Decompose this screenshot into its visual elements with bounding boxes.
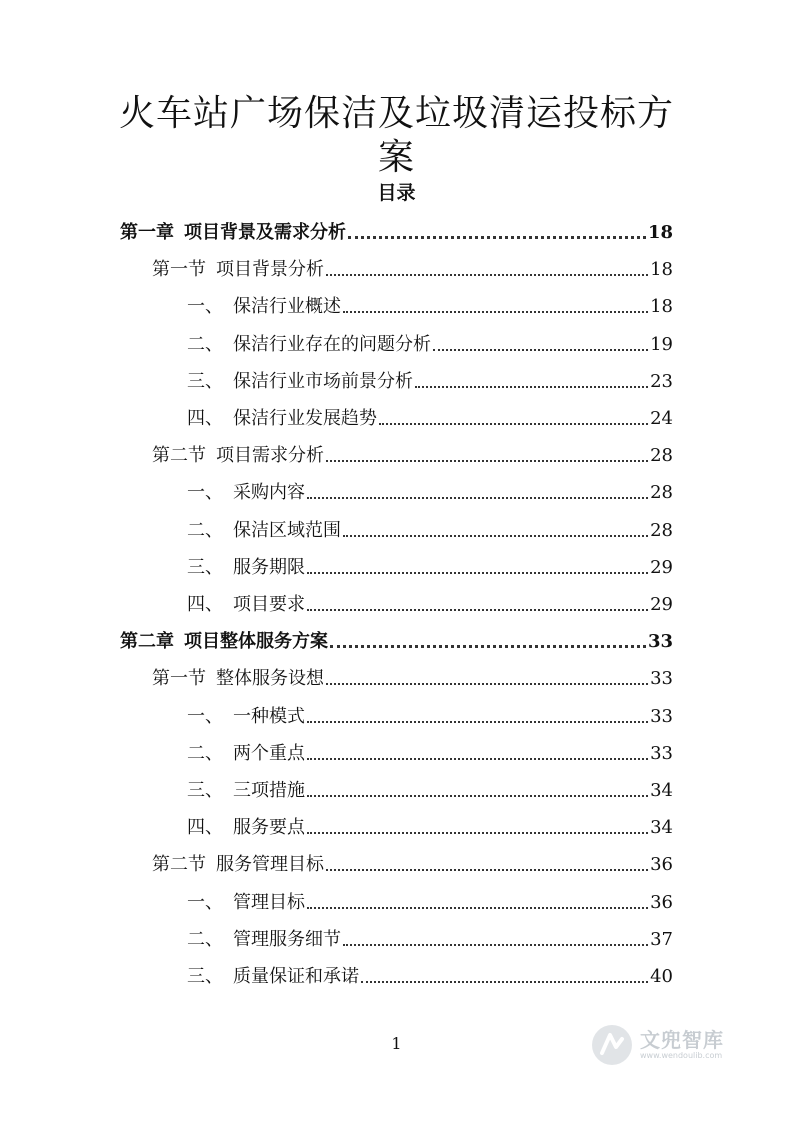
toc-entry-label [152, 259, 324, 281]
toc-entry-number: 三、 [187, 556, 223, 578]
toc-entry-title: 服务期限 [233, 556, 305, 578]
toc-entry-number: 三、 [187, 370, 223, 392]
toc-entry-label [187, 929, 341, 951]
toc-entry-number: 四、 [187, 817, 223, 839]
toc-entry-number: 第一章 [120, 222, 174, 243]
toc-leader-dots [343, 311, 648, 313]
toc-entry-title: 整体服务设想 [216, 668, 324, 690]
toc-entry-label [187, 780, 305, 802]
toc-leader-dots [326, 274, 648, 276]
toc-heading: 目录 [377, 182, 416, 204]
toc-leader-dots [415, 386, 648, 388]
toc-entry-number: 第一节 [152, 259, 206, 281]
toc-leader-dots [326, 683, 648, 685]
toc-entry-title: 管理目标 [233, 891, 305, 913]
toc-entry[interactable] [187, 702, 673, 728]
toc-entry-label [187, 557, 305, 579]
toc-entry-number: 第二章 [120, 631, 174, 653]
toc-entry-title: 管理服务细节 [233, 928, 341, 950]
toc-entry-number: 四、 [187, 594, 223, 615]
toc-entry[interactable] [187, 516, 673, 542]
toc-entry-number: 一、 [187, 296, 223, 318]
watermark-url: www.wendoulib.com [640, 1051, 723, 1060]
toc-leader-dots [330, 645, 646, 648]
toc-entry[interactable] [187, 888, 673, 914]
toc-entry[interactable] [187, 739, 673, 765]
toc-entry[interactable] [187, 478, 673, 504]
toc-entry-page: 28 [650, 519, 673, 541]
document-title-line-2: 案 [377, 137, 415, 178]
toc-entry-page: 34 [650, 780, 673, 801]
toc-entry-title: 保洁行业存在的问题分析 [233, 333, 431, 355]
toc-entry-page: 34 [650, 817, 673, 839]
toc-entry-label [187, 892, 305, 914]
toc-entry-page: 33 [650, 705, 673, 727]
toc-entry[interactable] [187, 367, 673, 393]
toc-entry-label [187, 482, 305, 504]
toc-leader-dots [361, 981, 648, 983]
document-title-line-1: 火车站广场保洁及垃圾清运投标方 [118, 93, 674, 134]
toc-entry-title: 保洁行业概述 [233, 296, 341, 318]
toc-entry-label [152, 445, 324, 467]
toc-entry[interactable] [187, 925, 673, 951]
toc-entry[interactable] [152, 850, 673, 876]
toc-leader-dots [307, 497, 648, 499]
doc-logo-icon [590, 1023, 634, 1067]
toc-entry[interactable] [120, 627, 673, 653]
toc-entry-title: 保洁行业市场前景分析 [233, 370, 413, 392]
toc-entry-page: 36 [650, 891, 673, 913]
toc-entry-label [187, 371, 413, 393]
toc-leader-dots [307, 758, 648, 760]
toc-entry-number: 一、 [187, 705, 223, 727]
toc-entry-label [120, 631, 328, 653]
toc-entry-number: 四、 [187, 408, 223, 429]
toc-entry-page: 18 [647, 222, 673, 243]
toc-entry-page: 18 [650, 296, 673, 318]
toc-entry[interactable] [187, 776, 673, 802]
toc-leader-dots [307, 795, 648, 797]
toc-entry-label [187, 706, 305, 728]
toc-entry-page: 28 [650, 445, 673, 467]
toc-entry-page: 33 [650, 668, 673, 690]
toc-entry-page: 28 [650, 482, 673, 504]
toc-leader-dots [307, 907, 648, 909]
toc-entry[interactable] [187, 553, 673, 579]
toc-leader-dots [326, 460, 648, 462]
toc-entry[interactable] [120, 218, 673, 244]
toc-entry-page: 37 [650, 928, 673, 950]
toc-leader-dots [307, 721, 648, 723]
toc-entry-page: 19 [650, 333, 673, 355]
toc-entry-number: 二、 [187, 928, 223, 950]
toc-entry-page: 40 [650, 966, 673, 987]
toc-entry-number: 三、 [187, 780, 223, 801]
toc-entry-number: 第二节 [152, 854, 206, 876]
toc-entry[interactable] [152, 664, 673, 690]
toc-leader-dots [348, 236, 646, 239]
toc-entry-title: 一种模式 [233, 705, 305, 727]
toc-entry-title: 项目整体服务方案 [184, 631, 328, 653]
toc-entry-label [152, 854, 324, 876]
document-title [60, 92, 733, 180]
toc-entry-number: 二、 [187, 742, 223, 764]
toc-entry[interactable] [187, 330, 673, 356]
toc-leader-dots [343, 535, 648, 537]
toc-entry-page: 24 [650, 408, 673, 429]
toc-entry-number: 三、 [187, 966, 223, 987]
page-number: 1 [391, 1034, 402, 1053]
toc-entry-label [187, 966, 359, 988]
toc-entry-label [187, 520, 341, 542]
toc-entry-title: 服务管理目标 [216, 854, 324, 876]
toc-entry-page: 33 [650, 742, 673, 764]
toc-entry-label [187, 334, 431, 356]
toc-entry-number: 二、 [187, 519, 223, 541]
toc-leader-dots [326, 869, 648, 871]
toc-leader-dots [379, 423, 648, 425]
toc-leader-dots [307, 832, 648, 834]
toc-entry[interactable] [187, 404, 673, 430]
toc-entry-label [187, 743, 305, 765]
toc-entry-label [120, 222, 346, 244]
toc-entry-page: 29 [650, 556, 673, 578]
toc-entry[interactable] [187, 962, 673, 988]
watermark-text: 文兜智库 [640, 1028, 724, 1052]
watermark [590, 1018, 760, 1072]
toc-entry[interactable] [152, 441, 673, 467]
toc-entry-label [187, 296, 341, 318]
toc-entry-page: 29 [650, 594, 673, 615]
toc-entry-number: 一、 [187, 891, 223, 913]
toc-entry-title: 项目需求分析 [216, 445, 324, 467]
toc-entry[interactable] [152, 255, 673, 281]
toc-entry-page: 18 [650, 259, 673, 281]
toc-entry-title: 服务要点 [233, 817, 305, 839]
toc-entry-title: 三项措施 [233, 780, 305, 801]
toc-leader-dots [343, 944, 648, 946]
toc-entry[interactable] [187, 292, 673, 318]
toc-entry-number: 第二节 [152, 445, 206, 467]
toc-entry[interactable] [187, 813, 673, 839]
toc-leader-dots [307, 609, 648, 611]
toc-entry-number: 第一节 [152, 668, 206, 690]
toc-leader-dots [307, 572, 648, 574]
toc-entry-page: 23 [650, 370, 673, 392]
toc-entry-page: 36 [650, 854, 673, 876]
toc-entry-label [187, 817, 305, 839]
toc-entry-title: 质量保证和承诺 [233, 966, 359, 987]
toc-entry-title: 采购内容 [233, 482, 305, 504]
toc-entry-label [152, 668, 324, 690]
toc-entry[interactable] [187, 590, 673, 616]
toc-leader-dots [433, 349, 648, 351]
toc-entry-title: 项目要求 [233, 594, 305, 615]
toc-entry-label [187, 408, 377, 430]
toc-entry-label [187, 594, 305, 616]
toc-entry-title: 保洁行业发展趋势 [233, 408, 377, 429]
toc-entry-page: 33 [647, 631, 673, 653]
toc-entry-number: 一、 [187, 482, 223, 504]
toc-entry-title: 项目背景及需求分析 [184, 222, 346, 243]
toc-entry-title: 项目背景分析 [216, 259, 324, 281]
toc-entry-title: 两个重点 [233, 742, 305, 764]
toc-entry-title: 保洁区域范围 [233, 519, 341, 541]
toc-entry-number: 二、 [187, 333, 223, 355]
